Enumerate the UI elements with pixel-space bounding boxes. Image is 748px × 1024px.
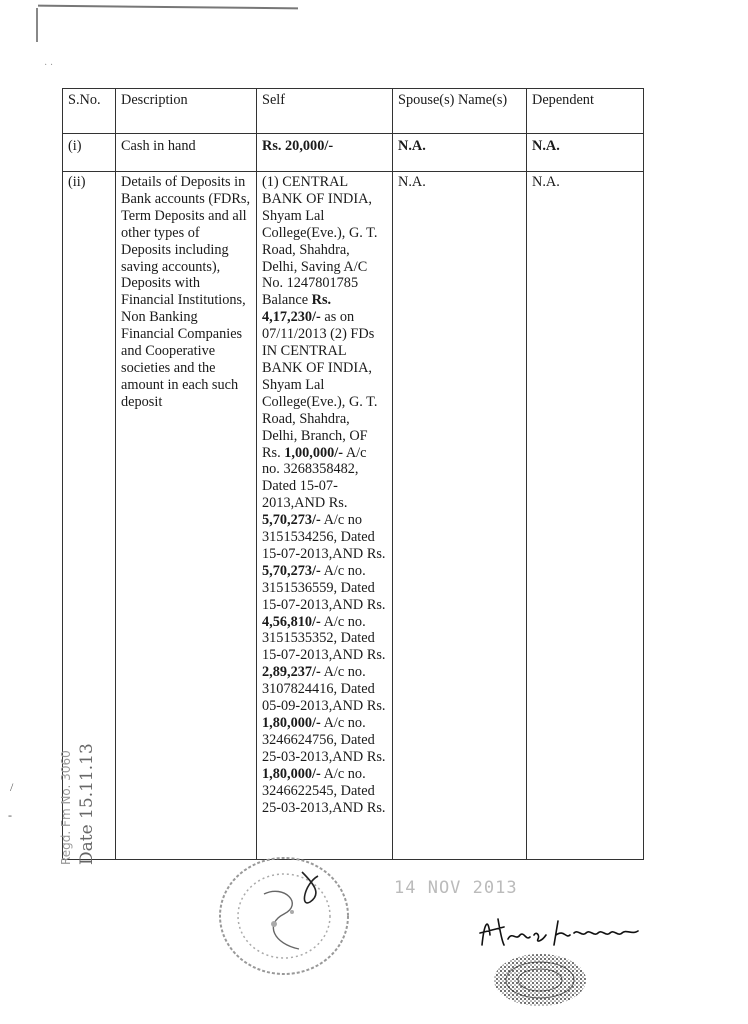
thumbprint (488, 946, 588, 1010)
self-text: as on 07/11/2013 (2) FDs IN CENTRAL BANK OF INDIA, Shyam Lal College(Eve.), G. T. Road, Shahdra, Delhi, Branch, OF Rs. (262, 309, 381, 461)
cell-spouse: N.A. (393, 134, 527, 172)
scan-edge-line (38, 5, 298, 10)
self-amount: 1,00,000/- (284, 444, 344, 461)
self-amount: Rs. 4,17,230/- (262, 292, 335, 326)
register-stamp (52, 660, 112, 870)
margin-mark: - (8, 808, 12, 822)
register-stamp-line1: Regd. Fm No. 3060 (59, 750, 73, 865)
scan-edge-mark (36, 8, 38, 42)
self-amount: 5,70,273/- (262, 562, 321, 579)
header-spouse: Spouse(s) Name(s) (393, 89, 527, 134)
self-text: A/c no. 3246624756, Dated 25-03-2013,AND Rs. (262, 715, 390, 765)
scan-speckle: · · (44, 60, 54, 71)
date-stamp: 14 NOV 2013 (394, 878, 518, 898)
table-row (63, 172, 644, 860)
header-dependent: Dependent (527, 89, 644, 134)
cell-description: Details of Deposits in Bank accounts (FDRs, Term Deposits and all other types of Deposits including saving accounts), Deposits with Financial Institutions, Non Banking Financial Companies and Cooperative societies and the amount in each such deposit (116, 172, 257, 860)
self-text: A/c no. 3246622545, Dated 25-03-2013,AND Rs. (262, 765, 386, 816)
cell-sno: (ii) (63, 172, 116, 860)
cell-spouse: N.A. (393, 172, 527, 860)
header-sno: S.No. (63, 89, 116, 134)
cell-self (257, 172, 393, 860)
self-amount: 1,80,000/- (262, 715, 321, 731)
header-self: Self (257, 89, 393, 134)
register-stamp-graphic (52, 660, 112, 870)
cell-dependent: N.A. (527, 172, 644, 860)
table-header-row (63, 89, 644, 134)
cell-dependent: N.A. (527, 134, 644, 172)
self-text: A/c no. 3107824416, Dated 05-09-2013,AND Rs. (262, 664, 390, 715)
self-amount: 2,89,237/- (262, 664, 321, 681)
cell-description: Cash in hand (116, 134, 257, 172)
self-amount: 1,80,000/- (262, 765, 321, 782)
self-text: A/c no. 3151536559, Dated 15-07-2013,AND Rs. (262, 562, 390, 613)
self-text: A/c no 3151534256, Dated 15-07-2013,AND Rs. (262, 512, 390, 562)
table-row (63, 134, 644, 172)
self-text: A/c no. 3268358482, Dated 15-07-2013,AND Rs. (262, 444, 371, 512)
cell-self: Rs. 20,000/- (257, 134, 393, 172)
self-amount: 4,56,810/- (262, 613, 321, 630)
self-text: (1) CENTRAL BANK OF INDIA, Shyam Lal College(Eve.), G. T. Road, Shahdra, Delhi, Saving A/C No. 1247801785 Balance (262, 174, 381, 309)
self-amount: 5,70,273/- (262, 512, 321, 529)
margin-mark: / (10, 780, 14, 794)
circular-seal (214, 854, 350, 978)
header-description: Description (116, 89, 257, 134)
register-stamp-line2: Date 15.11.13 (77, 743, 97, 865)
cell-sno: (i) (63, 134, 116, 172)
assets-table (62, 88, 644, 860)
self-text: A/c no. 3151535352, Dated 15-07-2013,AND Rs. (262, 613, 390, 664)
